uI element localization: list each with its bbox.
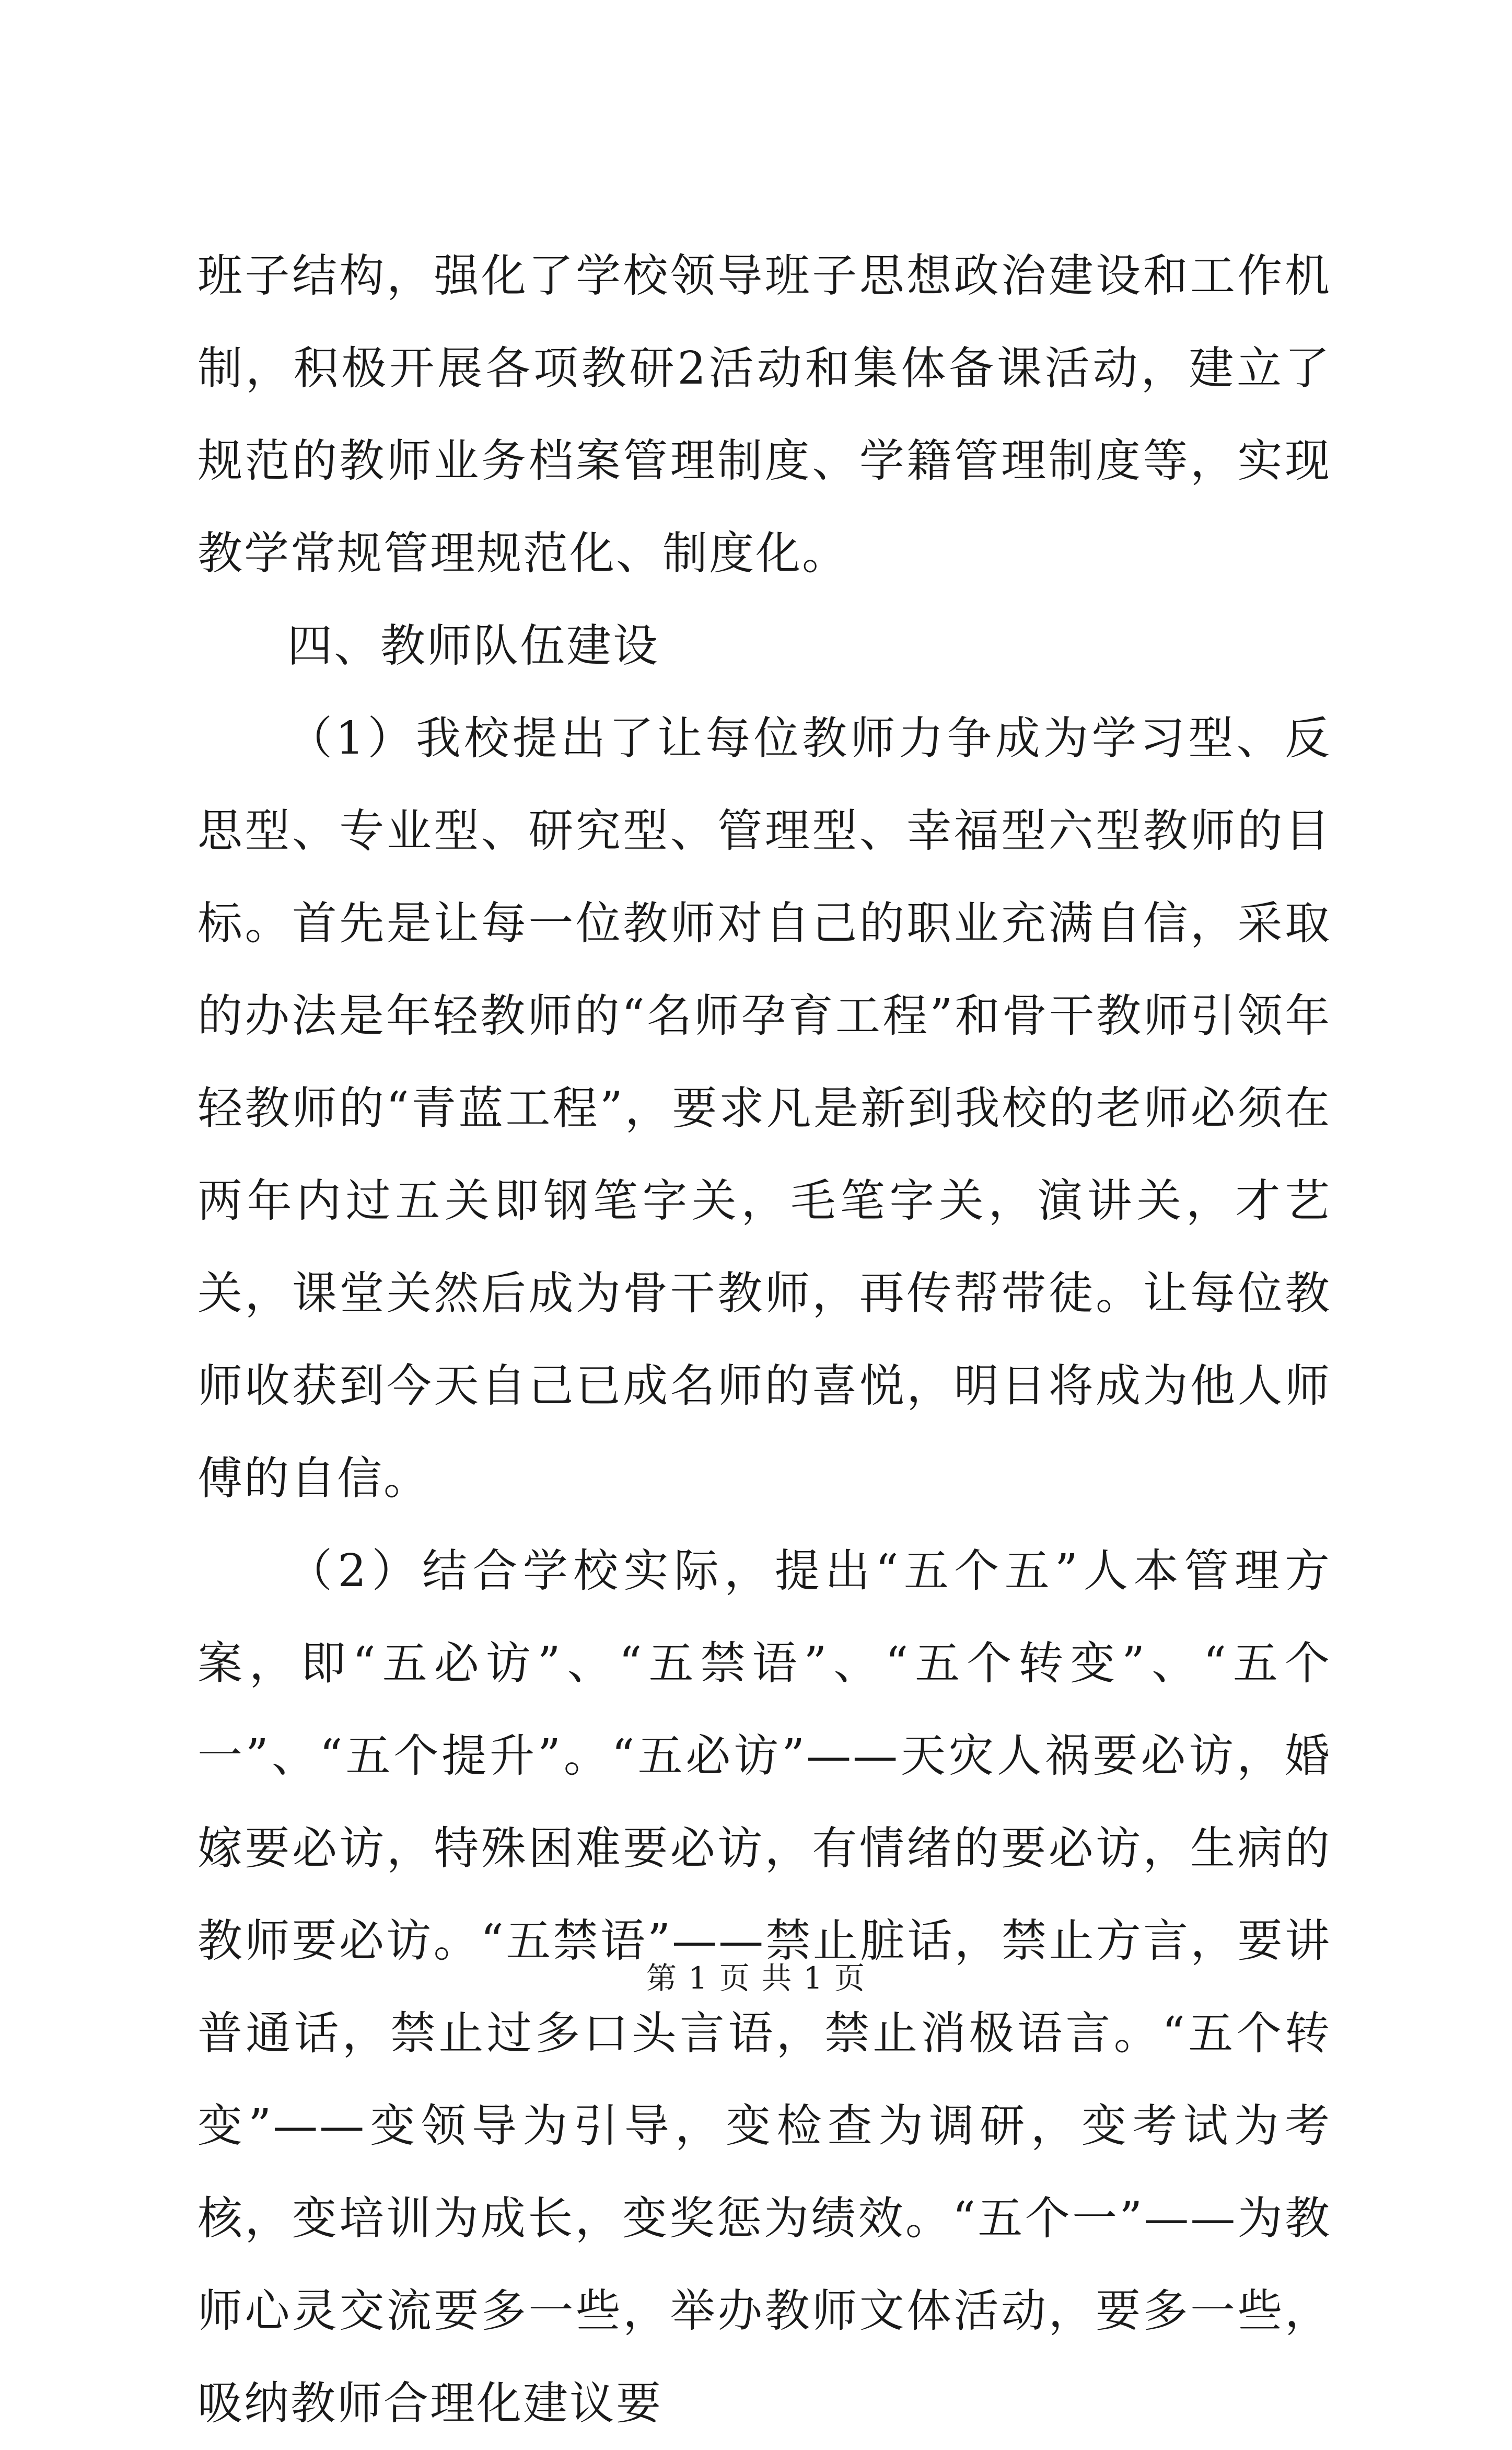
- paragraph-continuation: 班子结构，强化了学校领导班子思想政治建设和工作机制，积极开展各项教研2活动和集体备课活动，建立了规范的教师业务档案管理制度、学籍管理制度等，实现教学常规管理规范化、制度化。: [197, 250, 1331, 580]
- paragraph-teacher-goals: （1）我校提出了让每位教师力争成为学习型、反思型、专业型、研究型、管理型、幸福型六型教师的目标。首先是让每一位教师对自己的职业充满自信，采取的办法是年轻教师的“名师孕育工程”和骨干教师引领年轻教师的“青蓝工程”，要求凡是新到我校的老师必须在两年内过五关即钢笔字关，毛笔字关，演讲关，才艺关，课堂关然后成为骨干教师，再传帮带徒。让每位教师收获到今天自己已成名师的喜悦，明日将成为他人师傅的自信。: [197, 712, 1331, 1505]
- page-footer: 第 1 页 共 1 页: [646, 1960, 866, 1996]
- paragraph-management-plan: （2）结合学校实际，提出“五个五”人本管理方案，即“五必访”、“五禁语”、“五个转变”、“五个一”、“五个提升”。“五必访”——天灾人祸要必访，婚嫁要必访，特殊困难要必访，有情绪的要必访，生病的教师要必访。“五禁语”——禁止脏话，禁止方言，要讲普通话，禁止过多口头言语，禁止消极语言。“五个转变”——变领导为引导，变检查为调研，变考试为考核，变培训为成长，变奖惩为绩效。“五个一”——为教师心灵交流要多一些，举办教师文体活动，要多一些，吸纳教师合理化建议要: [197, 1545, 1331, 2430]
- document-body: [197, 230, 1331, 2450]
- section-heading: 四、教师队伍建设: [287, 620, 659, 672]
